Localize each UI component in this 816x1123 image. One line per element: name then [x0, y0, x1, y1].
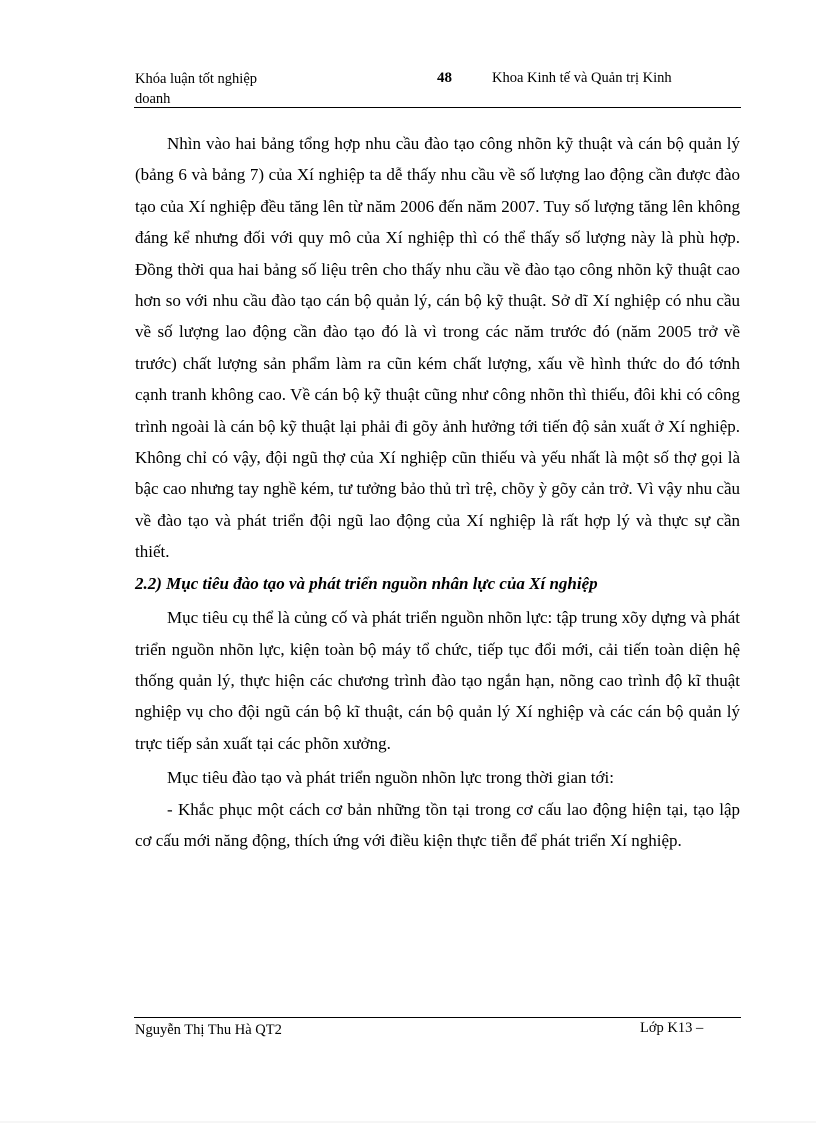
header-left-title: Khóa luận tốt nghiệp doanh [135, 71, 258, 107]
header-divider [134, 107, 741, 108]
page-number: 48 [437, 70, 452, 86]
paragraph-goal-item: - Khắc phục một cách cơ bản những tồn tại trong cơ cấu lao động hiện tại, tạo lập cơ cấu mới năng động, thích ứng với điều kiện thực tiễn để phát triển Xí nghiệp. [135, 799, 740, 850]
footer-author: Nguyễn Thị Thu Hà QT2 [135, 1022, 282, 1038]
paragraph-goals-intro: Mục tiêu đào tạo và phát triển nguồn nhõn lực trong thời gian tới: [167, 768, 614, 788]
footer-divider [134, 1017, 741, 1018]
header-right-title: Khoa Kinh tế và Quản trị Kinh [492, 70, 672, 86]
paragraph-needs-analysis: Nhìn vào hai bảng tổng hợp nhu cầu đào tạo công nhõn kỹ thuật và cán bộ quản lý (bảng 6 và bảng 7) của Xí nghiệp ta dễ thấy nhu cầu về số lượng lao động cần được đào tạo của Xí nghiệp đều tăng lên từ năm 2006 đến năm 2007. Tuy số lượng tăng lên không đáng kể nhưng đối với quy mô của Xí nghiệp thì có thể thấy số lượng này là phù hợp. Đồng thời qua hai bảng số liệu trên cho thấy nhu cầu về đào tạo công nhõn kỹ thuật cao hơn so với nhu cầu đào tạo cán bộ quản lý, cán bộ kỹ thuật. Sở dĩ Xí nghiệp có nhu cầu về số lượng lao động cần đào tạo đó là vì trong các năm trước đó (năm 2005 trở về trước) chất lượng sản phẩm làm ra cũn kém chất lượng, xấu về hình thức do đó tớnh cạnh tranh không cao. Về cán bộ kỹ thuật cũng như công nhõn thì thiếu, đôi khi có công trình ngoài là cán bộ kỹ thuật lại phải đi gõy ảnh hưởng tới tiến độ sản xuất ở Xí nghiệp. Không chỉ có vậy, đội ngũ thợ của Xí nghiệp cũn thiếu và yếu nhất là một số thợ gọi là bậc cao nhưng tay nghề kém, tư tưởng bảo thủ trì trệ, chõy ỳ gõy cản trở. Vì vậy nhu cầu về đào tạo và phát triển đội ngũ lao động của Xí nghiệp là rất hợp lý và thực sự cần thiết. [135, 134, 740, 562]
document-body [135, 128, 740, 856]
footer-class: Lớp K13 – [640, 1020, 704, 1036]
paragraph-specific-goals: Mục tiêu cụ thể là củng cố và phát triển nguồn nhõn lực: tập trung xõy dựng và phát triển nguồn nhõn lực, kiện toàn bộ máy tổ chức, tiếp tục đổi mới, cải tiến toàn diện hệ thống quản lý, thực hiện các chương trình đào tạo ngắn hạn, nõng cao trình độ kĩ thuật nghiệp vụ cho đội ngũ cán bộ kĩ thuật, cán bộ quản lý Xí nghiệp và các cán bộ quản lý trực tiếp sản xuất tại các phõn xưởng. [135, 608, 740, 753]
section-heading: 2.2) Mục tiêu đào tạo và phát triển nguồn nhân lực của Xí nghiệp [135, 573, 598, 593]
